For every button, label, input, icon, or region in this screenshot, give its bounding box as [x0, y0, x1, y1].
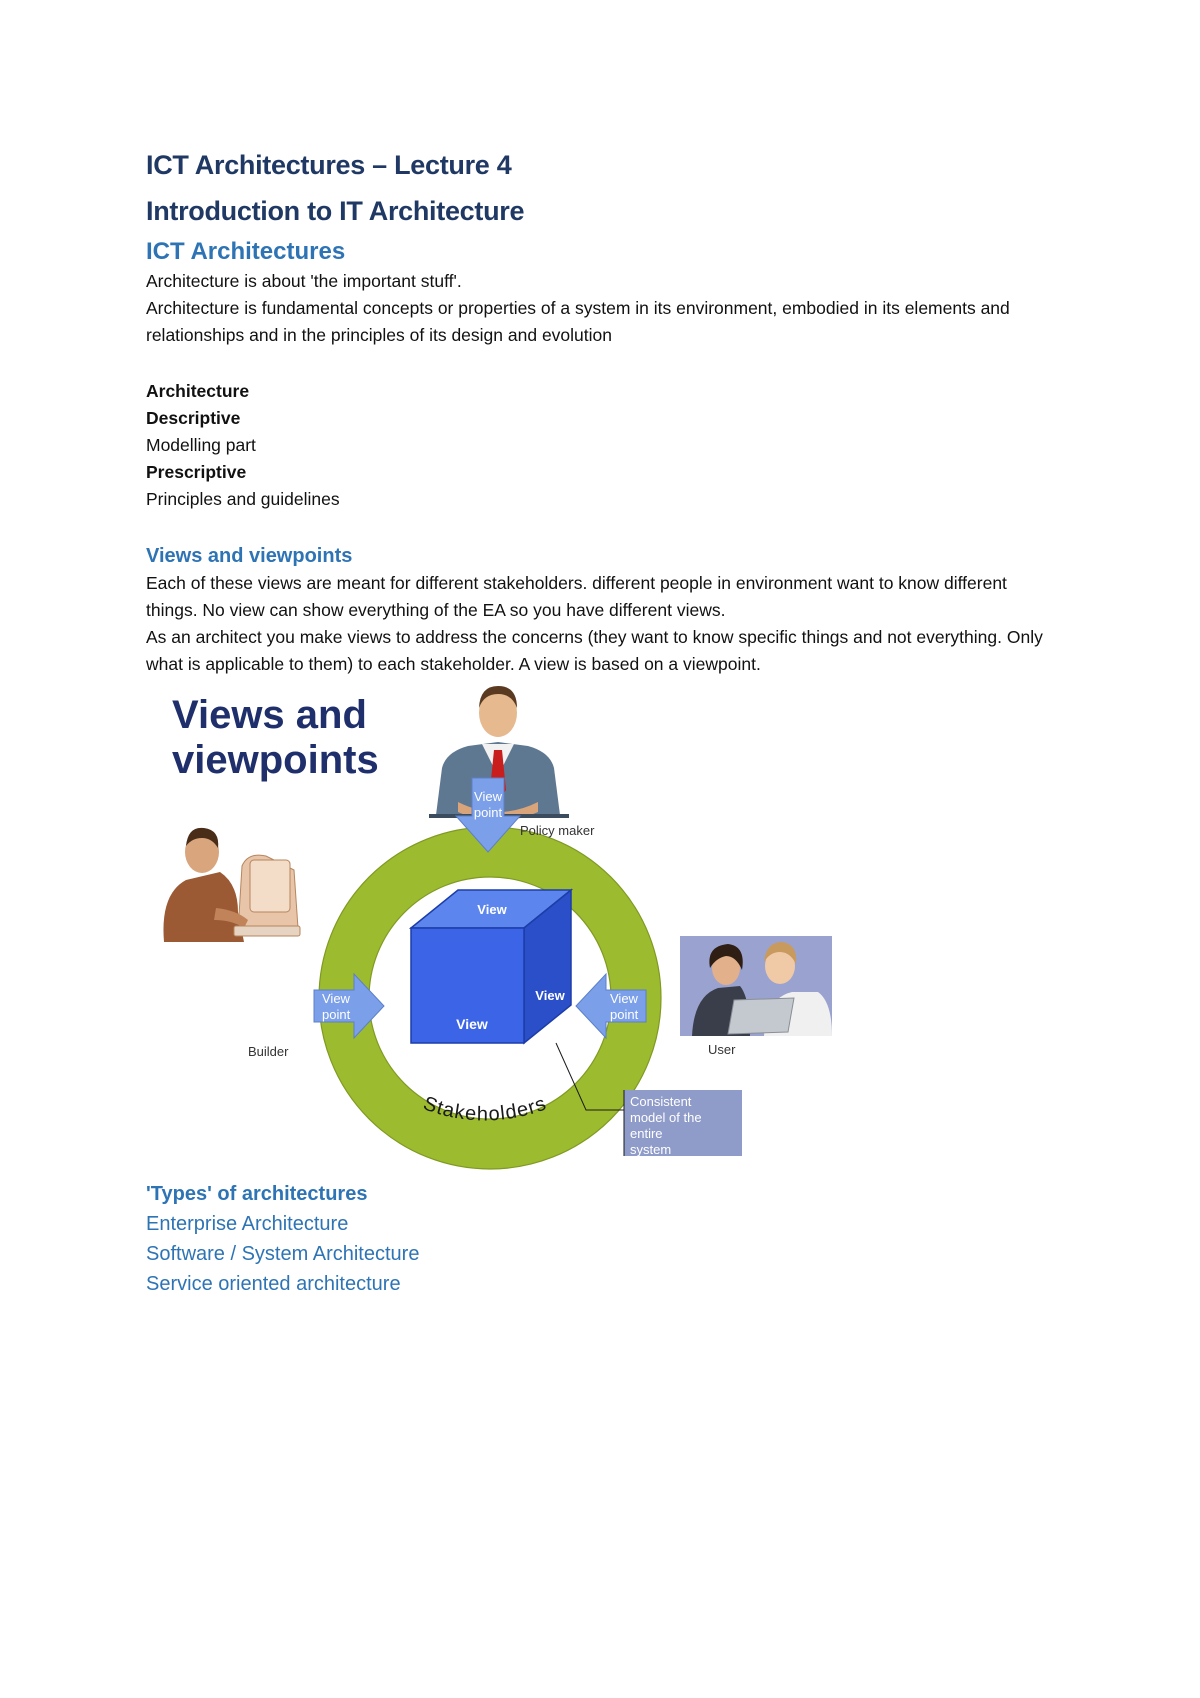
- cube-side-label: View: [535, 988, 565, 1003]
- view-cube: [411, 890, 571, 1043]
- architecture-type-enterprise: Enterprise Architecture: [146, 1213, 349, 1235]
- views-viewpoints-figure: [146, 680, 846, 1180]
- viewpoint-top-line2: point: [473, 805, 503, 820]
- callout-line4: system: [630, 1142, 672, 1157]
- document-title: ICT Architectures – Lecture 4: [146, 150, 512, 180]
- architecture-type-service-oriented: Service oriented architecture: [146, 1273, 401, 1295]
- term-architecture: Architecture: [146, 381, 250, 401]
- term-prescriptive: Prescriptive: [146, 462, 247, 482]
- paragraph-important-stuff: Architecture is about 'the important stuff'.: [146, 271, 462, 291]
- document-subtitle: Introduction to IT Architecture: [146, 196, 525, 226]
- term-descriptive: Descriptive: [146, 408, 241, 428]
- viewpoint-right-line1: View: [610, 991, 638, 1006]
- figure-title-line2: viewpoints: [172, 738, 379, 782]
- figure-title-line1: Views and: [172, 693, 367, 737]
- policy-maker-label: Policy maker: [520, 823, 595, 838]
- viewpoint-left-line1: View: [322, 991, 350, 1006]
- user-illustration: [680, 936, 832, 1036]
- cube-front-label: View: [456, 1016, 488, 1032]
- builder-illustration: [163, 828, 300, 942]
- paragraph-views-stakeholders: Each of these views are meant for different stakeholders. different people in environment want to know different things. No view can show everything of the EA so you have different views.: [146, 573, 1007, 620]
- section-heading-ict-architectures: ICT Architectures: [146, 238, 346, 265]
- user-label: User: [708, 1042, 736, 1057]
- viewpoint-left-line2: point: [322, 1007, 351, 1022]
- callout-line3: entire: [630, 1126, 663, 1141]
- viewpoint-top-line1: View: [474, 789, 502, 804]
- term-descriptive-description: Modelling part: [146, 435, 256, 455]
- cube-top-label: View: [477, 902, 507, 917]
- section-heading-views-viewpoints: Views and viewpoints: [146, 545, 353, 567]
- section-heading-types-of-architectures: 'Types' of architectures: [146, 1183, 368, 1205]
- term-prescriptive-description: Principles and guidelines: [146, 489, 340, 509]
- stakeholders-label: Stakeholders: [420, 1092, 550, 1126]
- builder-label: Builder: [248, 1044, 289, 1059]
- architecture-type-software-system: Software / System Architecture: [146, 1243, 420, 1265]
- paragraph-architecture-definition: Architecture is fundamental concepts or properties of a system in its environment, embodied in its elements and relationships and in the principles of its design and evolution: [146, 298, 1010, 345]
- viewpoint-right-line2: point: [610, 1007, 639, 1022]
- callout-line1: Consistent: [630, 1094, 692, 1109]
- callout-line2: model of the: [630, 1110, 702, 1125]
- paragraph-architect-views: As an architect you make views to address the concerns (they want to know specific things and not everything. Only what is applicable to them) to each stakeholder. A view is based on a viewpoint.: [146, 627, 1043, 674]
